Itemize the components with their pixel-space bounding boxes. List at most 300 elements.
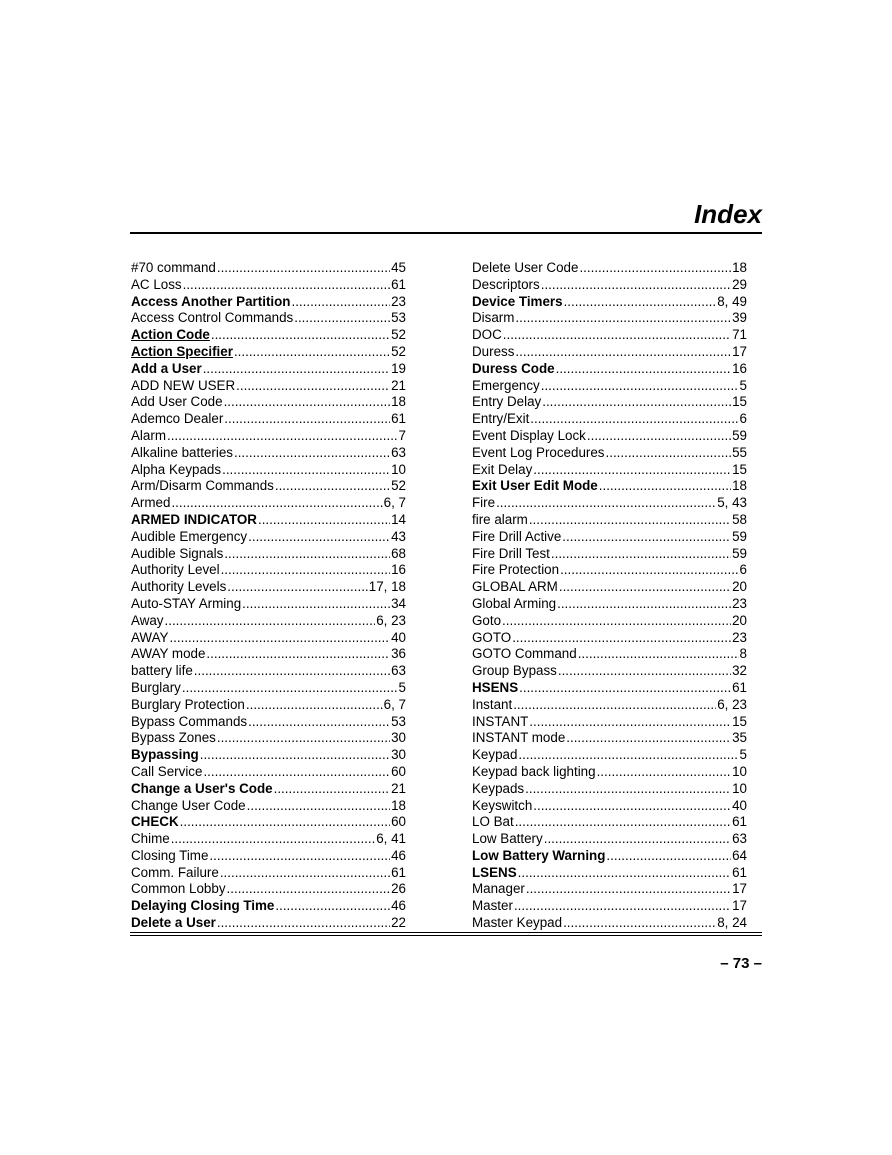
index-page-ref: 63: [391, 663, 406, 679]
index-page-ref: 18: [391, 394, 406, 410]
index-term: fire alarm: [472, 511, 528, 527]
index-entry: [472, 546, 747, 563]
index-term: Ademco Dealer: [131, 411, 224, 427]
index-term: Alkaline batteries: [131, 444, 233, 460]
index-entry: [472, 663, 747, 680]
index-term: Low Battery Warning: [472, 847, 606, 863]
dot-leader: [242, 596, 390, 613]
index-entry: [131, 394, 406, 411]
index-entry: [131, 798, 406, 815]
index-page-ref: 10: [732, 780, 747, 796]
index-entry: [472, 411, 747, 428]
index-page-ref: 55: [732, 444, 747, 460]
index-entry: [131, 865, 406, 882]
index-page-ref: 60: [391, 814, 406, 830]
dot-leader: [518, 865, 731, 882]
index-term: AWAY: [131, 629, 169, 645]
index-term: Audible Emergency: [131, 528, 248, 544]
page-title: Index: [694, 199, 762, 229]
dot-leader: [211, 327, 390, 344]
dot-leader: [518, 747, 738, 764]
index-term: Instant: [472, 696, 513, 712]
index-term: AC Loss: [131, 276, 182, 292]
dot-leader: [515, 344, 731, 361]
index-term: INSTANT: [472, 713, 529, 729]
index-entry: [131, 277, 406, 294]
index-page-ref: 68: [391, 545, 406, 561]
index-page-ref: 16: [391, 562, 406, 578]
index-term: battery life: [131, 663, 193, 679]
index-entry: [131, 596, 406, 613]
index-page-ref: 40: [391, 629, 406, 645]
index-entry: [472, 848, 747, 865]
index-entry: [472, 445, 747, 462]
index-page-ref: 61: [391, 411, 406, 427]
index-term: Chime: [131, 831, 170, 847]
dot-leader: [564, 294, 717, 311]
dot-leader: [165, 613, 376, 630]
index-page-ref: 5: [739, 747, 747, 763]
index-page-ref: 30: [391, 730, 406, 746]
dot-leader: [558, 663, 731, 680]
index-page-ref: 5, 43: [717, 495, 747, 511]
index-page-ref: 8, 24: [717, 915, 747, 931]
index-term: LSENS: [472, 864, 517, 880]
index-entry: [472, 260, 747, 277]
dot-leader: [529, 714, 731, 731]
index-page-ref: 10: [732, 763, 747, 779]
index-term: Descriptors: [472, 276, 540, 292]
dot-leader: [221, 562, 391, 579]
index-entry: [131, 814, 406, 831]
index-entry: [131, 764, 406, 781]
index-entry: [472, 865, 747, 882]
dot-leader: [560, 562, 738, 579]
index-entry: [131, 546, 406, 563]
index-page-ref: 14: [391, 511, 406, 527]
index-entry: [472, 478, 747, 495]
dot-leader: [542, 394, 731, 411]
index-term: Bypass Commands: [131, 713, 248, 729]
dot-leader: [541, 277, 731, 294]
index-term: Delete User Code: [472, 260, 579, 275]
dot-leader: [194, 663, 390, 680]
dot-leader: [224, 411, 390, 428]
index-page-ref: 6: [739, 562, 747, 578]
index-entry: [472, 680, 747, 697]
index-term: Authority Level: [131, 562, 220, 578]
index-entry: [472, 310, 747, 327]
index-term: Bypass Zones: [131, 730, 216, 746]
index-entry: [131, 344, 406, 361]
dot-leader: [220, 865, 390, 882]
index-entry: [472, 294, 747, 311]
index-page-ref: 15: [732, 713, 747, 729]
index-entry: [131, 831, 406, 848]
index-term: Burglary: [131, 679, 181, 695]
index-entry: [131, 361, 406, 378]
index-entry: [472, 831, 747, 848]
index-entry: [131, 680, 406, 697]
index-entry: [472, 881, 747, 898]
index-term: Arm/Disarm Commands: [131, 478, 274, 494]
index-entry: [472, 646, 747, 663]
dot-leader: [526, 881, 731, 898]
index-page-ref: 30: [391, 747, 406, 763]
index-entry: [131, 848, 406, 865]
index-page-ref: 21: [391, 377, 406, 393]
index-entry: [472, 697, 747, 714]
index-page-ref: 53: [391, 310, 406, 326]
index-term: Comm. Failure: [131, 864, 219, 880]
page-number: – 73 –: [720, 955, 762, 972]
index-page-ref: 61: [732, 679, 747, 695]
index-page-ref: 46: [391, 898, 406, 914]
index-term: Delete a User: [131, 915, 216, 931]
index-entry: [472, 714, 747, 731]
index-page-ref: 63: [391, 444, 406, 460]
index-page-ref: 8: [739, 646, 747, 662]
index-entry: [131, 378, 406, 395]
dot-leader: [579, 260, 731, 277]
dot-leader: [248, 529, 390, 546]
dot-leader: [544, 831, 731, 848]
index-term: Auto-STAY Arming: [131, 595, 242, 611]
index-entry: [131, 495, 406, 512]
index-term: GOTO Command: [472, 646, 577, 662]
index-page-ref: 52: [391, 343, 406, 359]
index-entry: [131, 310, 406, 327]
index-term: Alpha Keypads: [131, 461, 222, 477]
index-term: Fire Drill Test: [472, 545, 550, 561]
dot-leader: [275, 898, 390, 915]
index-term: ADD NEW USER: [131, 377, 236, 393]
index-term: Device Timers: [472, 293, 563, 309]
index-page-ref: 8, 49: [717, 293, 747, 309]
index-term: Action Code: [131, 327, 210, 343]
index-entry: [131, 714, 406, 731]
dot-leader: [291, 294, 390, 311]
index-entry: [131, 294, 406, 311]
dot-leader: [227, 881, 391, 898]
dot-leader: [515, 814, 731, 831]
index-term: Event Log Procedures: [472, 444, 605, 460]
index-page-ref: 59: [732, 427, 747, 443]
index-term: Call Service: [131, 763, 203, 779]
dot-leader: [209, 848, 390, 865]
index-entry: [472, 764, 747, 781]
dot-leader: [234, 344, 390, 361]
dot-leader: [557, 596, 731, 613]
index-entry: [131, 260, 406, 277]
index-entry: [472, 814, 747, 831]
index-page-ref: 43: [391, 528, 406, 544]
index-page-ref: 71: [732, 327, 747, 343]
index-entry: [131, 613, 406, 630]
dot-leader: [274, 781, 390, 798]
index-entry: [131, 445, 406, 462]
dot-leader: [530, 411, 738, 428]
index-term: Disarm: [472, 310, 515, 326]
dot-leader: [563, 915, 716, 932]
index-page-ref: 40: [732, 797, 747, 813]
dot-leader: [294, 310, 390, 327]
dot-leader: [171, 495, 382, 512]
index-term: Authority Levels: [131, 579, 227, 595]
index-term: #70 command: [131, 260, 216, 275]
index-page-ref: 5: [739, 377, 747, 393]
index-page-ref: 17: [732, 881, 747, 897]
index-page-ref: 5: [398, 679, 406, 695]
index-term: Keypad back lighting: [472, 763, 596, 779]
dot-leader: [246, 697, 383, 714]
dot-leader: [236, 378, 390, 395]
index-term: Armed: [131, 495, 171, 511]
index-page-ref: 45: [391, 260, 406, 275]
index-entry: [131, 529, 406, 546]
index-page-ref: 60: [391, 763, 406, 779]
index-term: Group Bypass: [472, 663, 557, 679]
index-entry: [472, 747, 747, 764]
dot-leader: [203, 764, 390, 781]
index-page-ref: 15: [732, 394, 747, 410]
index-page-ref: 16: [732, 360, 747, 376]
dot-leader: [519, 680, 731, 697]
index-entry: [472, 579, 747, 596]
index-term: Action Specifier: [131, 343, 233, 359]
dot-leader: [182, 680, 398, 697]
dot-leader: [512, 630, 731, 647]
index-term: Access Control Commands: [131, 310, 294, 326]
index-entry: [472, 898, 747, 915]
index-term: Away: [131, 612, 164, 628]
dot-leader: [248, 714, 390, 731]
index-term: Duress Code: [472, 360, 555, 376]
index-page-ref: 61: [391, 864, 406, 880]
dot-leader: [169, 630, 390, 647]
index-term: Fire Protection: [472, 562, 560, 578]
index-page-ref: 17, 18: [368, 579, 406, 595]
index-term: Bypassing: [131, 747, 199, 763]
index-page-ref: 39: [732, 310, 747, 326]
index-term: Change User Code: [131, 797, 246, 813]
index-page-ref: 63: [732, 831, 747, 847]
index-page-ref: 18: [391, 797, 406, 813]
index-entry: [131, 697, 406, 714]
index-term: Keypads: [472, 780, 525, 796]
index-entry: [472, 327, 747, 344]
index-page-ref: 6, 23: [376, 612, 406, 628]
index-term: Change a User's Code: [131, 780, 273, 796]
index-page-ref: 59: [732, 545, 747, 561]
index-entry: [472, 798, 747, 815]
dot-leader: [597, 764, 732, 781]
index-page-ref: 6, 23: [717, 696, 747, 712]
index-term: Emergency: [472, 377, 540, 393]
index-entry: [131, 915, 406, 932]
index-term: CHECK: [131, 814, 179, 830]
index-page-ref: 52: [391, 327, 406, 343]
index-entry: [131, 411, 406, 428]
index-term: Access Another Partition: [131, 293, 291, 309]
index-term: INSTANT mode: [472, 730, 566, 746]
index-term: Manager: [472, 881, 525, 897]
index-entry: [131, 478, 406, 495]
index-entry: [131, 327, 406, 344]
index-entry: [131, 730, 406, 747]
index-entry: [472, 915, 747, 932]
dot-leader: [247, 798, 390, 815]
dot-leader: [203, 361, 390, 378]
index-entry: [472, 394, 747, 411]
index-page-ref: 34: [391, 595, 406, 611]
index-page-ref: 20: [732, 579, 747, 595]
index-page-ref: 35: [732, 730, 747, 746]
index-page-ref: 18: [732, 478, 747, 494]
dot-leader: [533, 462, 731, 479]
index-page-ref: 52: [391, 478, 406, 494]
dot-leader: [200, 747, 390, 764]
index-term: Keypad: [472, 747, 518, 763]
index-term: Audible Signals: [131, 545, 224, 561]
index-term: Exit Delay: [472, 461, 533, 477]
index-term: Low Battery: [472, 831, 543, 847]
index-page-ref: 6, 41: [376, 831, 406, 847]
index-entry: [472, 512, 747, 529]
dot-leader: [217, 915, 390, 932]
index-entry: [472, 529, 747, 546]
dot-leader: [566, 730, 731, 747]
dot-leader: [559, 579, 731, 596]
index-term: Add a User: [131, 360, 202, 376]
index-entry: [472, 361, 747, 378]
index-term: Add User Code: [131, 394, 223, 410]
dot-leader: [167, 428, 398, 445]
index-page-ref: 6: [739, 411, 747, 427]
index-page-ref: 6, 7: [383, 495, 406, 511]
index-term: Master: [472, 898, 513, 914]
index-entry: [472, 596, 747, 613]
index-page-ref: 26: [391, 881, 406, 897]
index-page-ref: 59: [732, 528, 747, 544]
index-entry: [472, 462, 747, 479]
dot-leader: [183, 277, 390, 294]
dot-leader: [533, 798, 731, 815]
index-term: DOC: [472, 327, 502, 343]
dot-leader: [206, 646, 390, 663]
index-page-ref: 61: [732, 814, 747, 830]
index-term: Entry/Exit: [472, 411, 530, 427]
index-column-left: [131, 260, 406, 932]
index-page-ref: 23: [391, 293, 406, 309]
index-entry: [131, 562, 406, 579]
index-page-ref: 7: [398, 427, 406, 443]
index-page-ref: 64: [732, 847, 747, 863]
index-entry: [472, 378, 747, 395]
index-term: Entry Delay: [472, 394, 542, 410]
dot-leader: [502, 613, 731, 630]
index-page-ref: 17: [732, 898, 747, 914]
index-entry: [472, 781, 747, 798]
index-entry: [131, 630, 406, 647]
dot-leader: [562, 529, 731, 546]
index-entry: [131, 663, 406, 680]
index-entry: [131, 881, 406, 898]
dot-leader: [171, 831, 376, 848]
index-column-right: [472, 260, 747, 932]
index-entry: [131, 646, 406, 663]
index-term: AWAY mode: [131, 646, 206, 662]
index-term: Keyswitch: [472, 797, 533, 813]
index-page-ref: 29: [732, 276, 747, 292]
index-term: LO Bat: [472, 814, 514, 830]
index-page-ref: 61: [732, 864, 747, 880]
index-entry: [131, 512, 406, 529]
index-page-ref: 46: [391, 847, 406, 863]
dot-leader: [606, 445, 732, 462]
dot-leader: [222, 462, 390, 479]
index-page-ref: 21: [391, 780, 406, 796]
index-entry: [131, 898, 406, 915]
index-entry: [472, 344, 747, 361]
dot-leader: [529, 512, 731, 529]
index-entry: [131, 462, 406, 479]
dot-leader: [224, 394, 391, 411]
index-page-ref: 10: [391, 461, 406, 477]
dot-leader: [234, 445, 390, 462]
index-term: Exit User Edit Mode: [472, 478, 598, 494]
index-term: Event Display Lock: [472, 427, 586, 443]
dot-leader: [514, 898, 731, 915]
index-term: Fire Drill Active: [472, 528, 562, 544]
dot-leader: [525, 781, 731, 798]
index-page-ref: 17: [732, 343, 747, 359]
index-entry: [472, 277, 747, 294]
index-term: Fire: [472, 495, 496, 511]
dot-leader: [513, 697, 716, 714]
index-entry: [131, 579, 406, 596]
dot-leader: [217, 260, 390, 277]
dot-leader: [578, 646, 739, 663]
index-page-ref: 61: [391, 276, 406, 292]
index-entry: [131, 747, 406, 764]
index-term: Common Lobby: [131, 881, 226, 897]
index-term: GOTO: [472, 629, 512, 645]
index-term: Duress: [472, 343, 515, 359]
index-term: Delaying Closing Time: [131, 898, 275, 914]
index-term: Closing Time: [131, 847, 209, 863]
index-entry: [472, 495, 747, 512]
header-rule: [130, 232, 762, 234]
dot-leader: [496, 495, 716, 512]
index-entry: [472, 613, 747, 630]
dot-leader: [599, 478, 731, 495]
index-page-ref: 58: [732, 511, 747, 527]
dot-leader: [180, 814, 390, 831]
index-page-ref: 18: [732, 260, 747, 275]
index-page-ref: 53: [391, 713, 406, 729]
index-term: GLOBAL ARM: [472, 579, 558, 595]
index-entry: [472, 730, 747, 747]
dot-leader: [217, 730, 390, 747]
index-page-ref: 22: [391, 915, 406, 931]
dot-leader: [258, 512, 390, 529]
index-page-ref: 6, 7: [383, 696, 406, 712]
dot-leader: [227, 579, 367, 596]
dot-leader: [275, 478, 390, 495]
index-page-ref: 32: [732, 663, 747, 679]
index-term: Goto: [472, 612, 502, 628]
